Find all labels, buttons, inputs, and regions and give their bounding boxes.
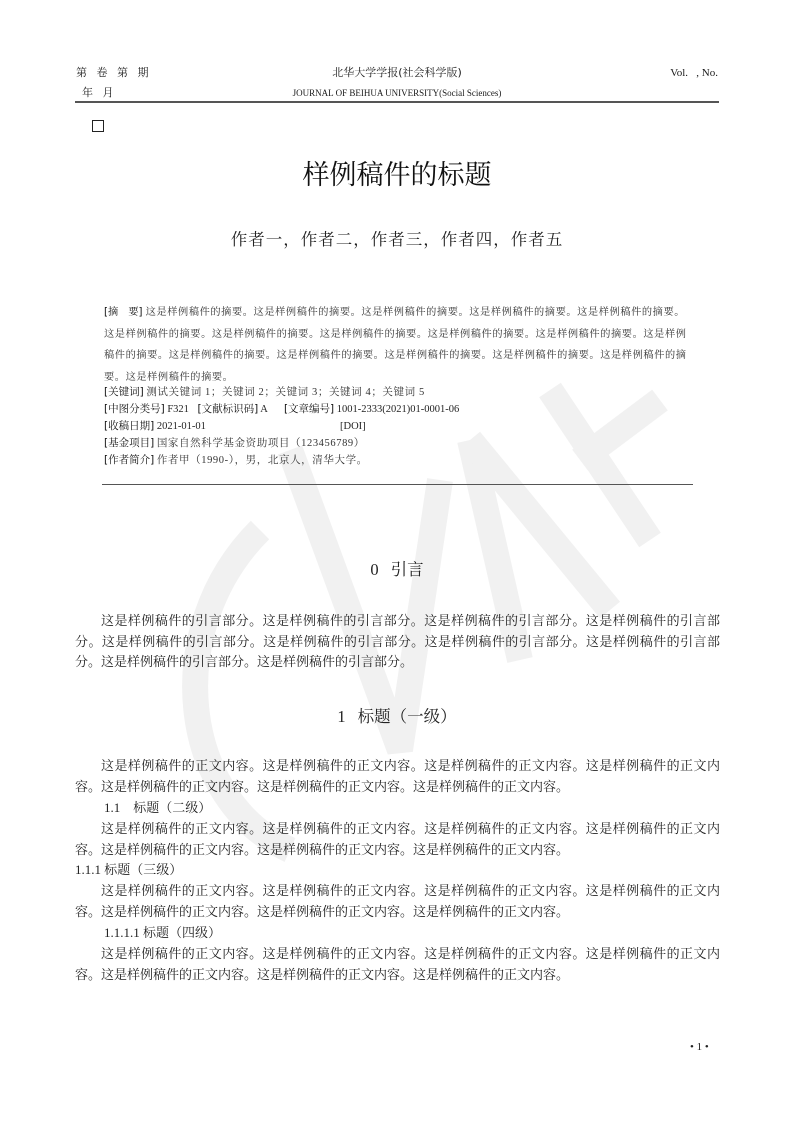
section-1-1-1-1-paragraph: 这是样例稿件的正文内容。这是样例稿件的正文内容。这是样例稿件的正文内容。这是样例稿件的正文内容。这是样例稿件的正文内容。这是样例稿件的正文内容。这是样例稿件的正文内容。 bbox=[75, 946, 720, 982]
fund-label: [基金项目] bbox=[104, 437, 155, 449]
section-heading-intro bbox=[0, 559, 794, 581]
keywords-label: [关键词] bbox=[104, 386, 144, 398]
date-line: 年 月 bbox=[82, 86, 117, 99]
bio-row bbox=[104, 452, 694, 469]
keywords-row bbox=[104, 384, 694, 401]
article-authors: 作者一，作者二，作者三，作者四，作者五 bbox=[230, 230, 564, 249]
intro-paragraph: 这是样例稿件的引言部分。这是样例稿件的引言部分。这是样例稿件的引言部分。这是样例稿件的引言部分。这是样例稿件的引言部分。这是样例稿件的引言部分。这是样例稿件的引言部分。这是样例稿件的引言部分。这是样例稿件的引言部分。这是样例稿件的引言部分。 bbox=[75, 613, 720, 670]
keywords: 测试关键词 1；关键词 2；关键词 3；关键词 4；关键词 5 bbox=[146, 387, 425, 398]
doc-code-label: [文献标识码] bbox=[197, 403, 259, 415]
section-title: 引言 bbox=[390, 560, 424, 579]
section-1-1-1-paragraph: 这是样例稿件的正文内容。这是样例稿件的正文内容。这是样例稿件的正文内容。这是样例稿件的正文内容。这是样例稿件的正文内容。这是样例稿件的正文内容。这是样例稿件的正文内容。 bbox=[75, 883, 720, 919]
bio-label: [作者简介] bbox=[104, 454, 155, 466]
section-heading-1 bbox=[0, 706, 794, 728]
heading-level-2: 1.1 标题（二级） bbox=[104, 800, 212, 815]
heading-level-3: 1.1.1 标题（三级） bbox=[75, 862, 183, 877]
classification-row bbox=[104, 401, 694, 418]
bio-value: 作者甲（1990-），男，北京人，清华大学。 bbox=[156, 455, 368, 466]
header-rule bbox=[75, 101, 719, 103]
checkbox[interactable] bbox=[92, 120, 104, 132]
page-number: • 1 • bbox=[690, 1041, 709, 1053]
section-number: 0 bbox=[370, 560, 379, 579]
journal-title-cn: 北华大学学报(社会科学版) bbox=[332, 66, 462, 79]
doc-code-value: A bbox=[260, 404, 268, 415]
section-1-1-paragraph: 这是样例稿件的正文内容。这是样例稿件的正文内容。这是样例稿件的正文内容。这是样例稿件的正文内容。这是样例稿件的正文内容。这是样例稿件的正文内容。这是样例稿件的正文内容。 bbox=[75, 821, 720, 857]
fund-row bbox=[104, 435, 694, 452]
section-title: 标题（一级） bbox=[357, 707, 457, 726]
received-label: [收稿日期] bbox=[104, 420, 155, 432]
abstract-label: [摘 要] bbox=[104, 307, 143, 318]
doi-label: [DOI] bbox=[340, 421, 366, 432]
journal-title-en: JOURNAL OF BEIHUA UNIVERSITY(Social Sciences) bbox=[292, 88, 502, 98]
clc-label: [中图分类号] bbox=[104, 403, 165, 415]
section-1-paragraph: 这是样例稿件的正文内容。这是样例稿件的正文内容。这是样例稿件的正文内容。这是样例稿件的正文内容。这是样例稿件的正文内容。这是样例稿件的正文内容。这是样例稿件的正文内容。 bbox=[75, 758, 720, 794]
received-row bbox=[104, 418, 694, 435]
article-no-value: 1001-2333(2021)01-0001-06 bbox=[336, 404, 460, 415]
clc-value: F321 bbox=[167, 404, 189, 415]
abstract-rule bbox=[102, 484, 693, 485]
section-number: 1 bbox=[337, 707, 346, 726]
received-value: 2021-01-01 bbox=[156, 421, 206, 432]
article-no-label: [文章编号] bbox=[283, 403, 335, 415]
abstract-text: 这是样例稿件的摘要。这是样例稿件的摘要。这是样例稿件的摘要。这是样例稿件的摘要。这是样例稿件的摘要。这是样例稿件的摘要。这是样例稿件的摘要。这是样例稿件的摘要。这是样例稿件的摘要。这是样例稿件的摘要。这是样例稿件的摘要。这是样例稿件的摘要。这是样例稿件的摘要。这是样例稿件的摘要。这是样例稿件的摘要。这是样例稿件的摘要。这是样例稿件的摘要。 bbox=[104, 307, 687, 383]
issue-line: 第 卷 第 期 bbox=[76, 66, 152, 79]
heading-level-4: 1.1.1.1 标题（四级） bbox=[104, 925, 222, 940]
abstract bbox=[104, 302, 694, 388]
volume-number: Vol. , No. bbox=[670, 67, 718, 79]
fund-value: 国家自然科学基金资助项目（123456789） bbox=[156, 438, 365, 449]
article-title: 样例稿件的标题 bbox=[302, 160, 492, 191]
